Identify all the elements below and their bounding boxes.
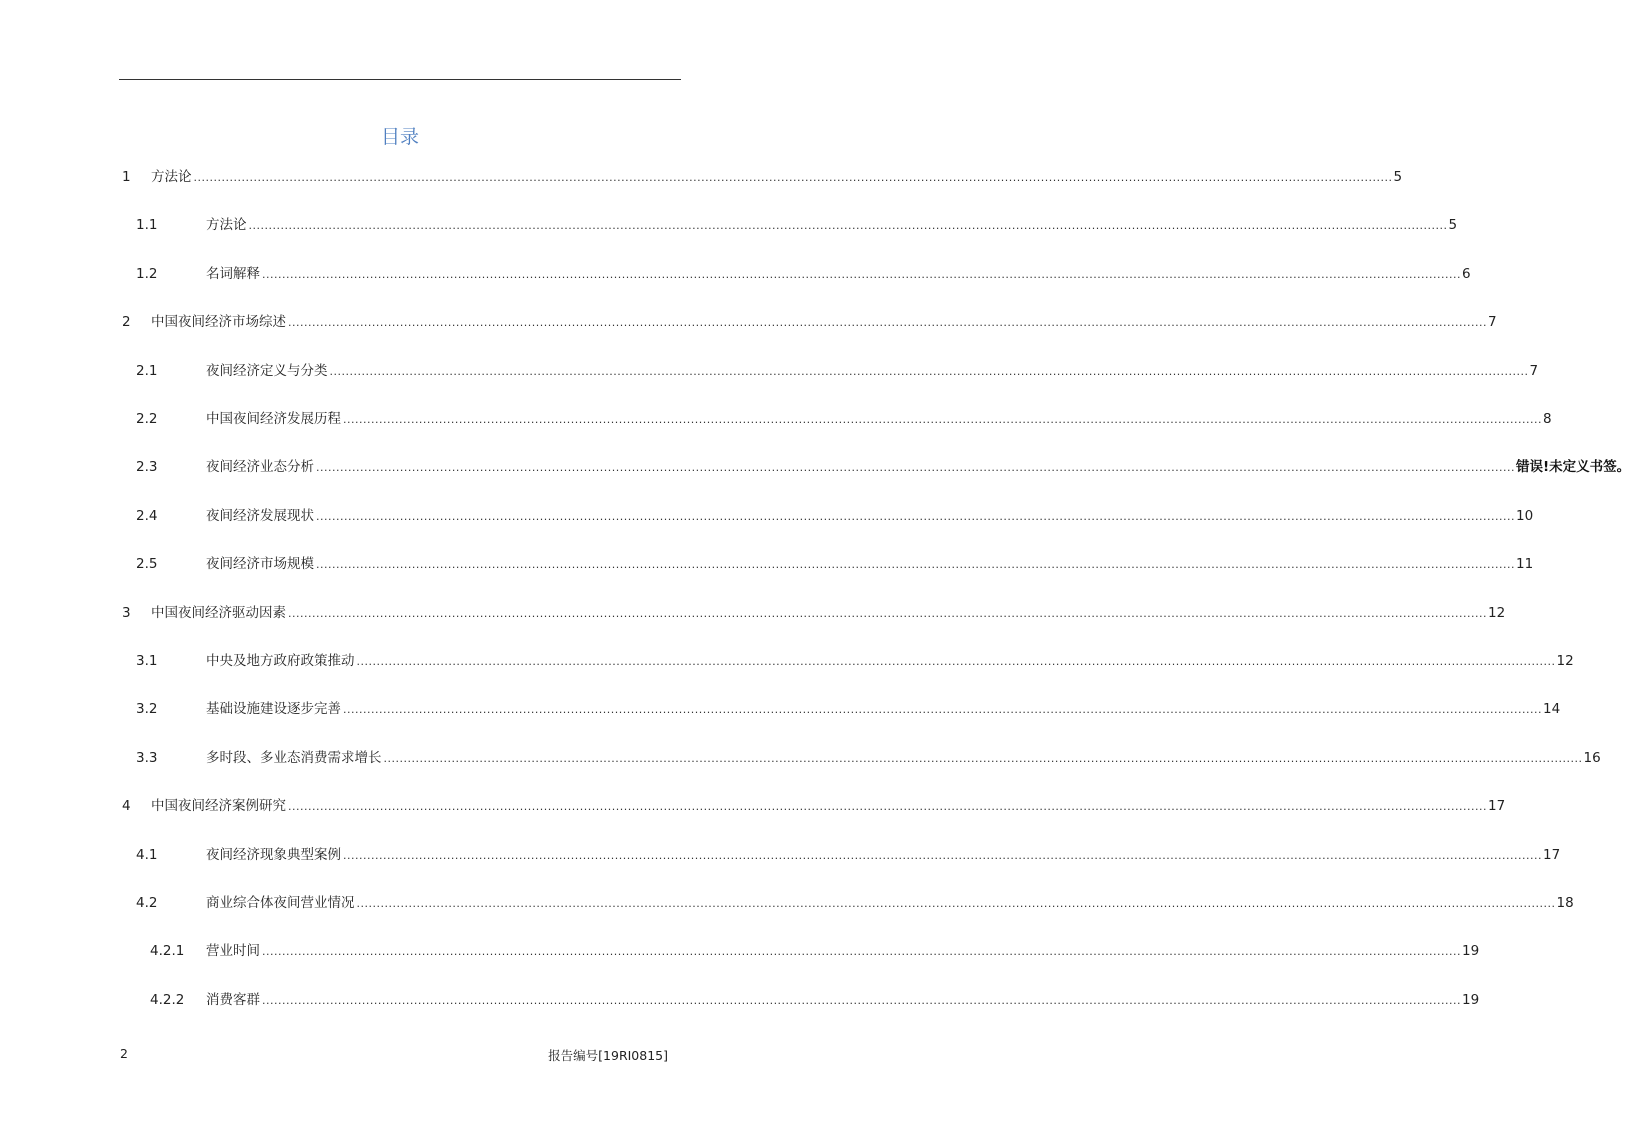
toc-entry-page: 8 <box>1542 411 1552 427</box>
toc-entry-label: 中国夜间经济发展历程 <box>206 411 341 427</box>
toc-entry-number: 3.2 <box>136 701 158 718</box>
toc-entry-number: 4.2 <box>136 895 158 911</box>
toc-dot-leader: ............................................................................................................................................................................................................................................................................................................ <box>316 509 1515 523</box>
toc-entry-page: 6 <box>1461 265 1471 282</box>
toc-entry[interactable] <box>120 506 1534 526</box>
footer-report-code: 报告编号[19RI0815] <box>548 1048 668 1063</box>
toc-entry-label: 中国夜间经济市场综述 <box>151 314 286 331</box>
toc-entry[interactable] <box>120 312 1497 332</box>
toc-dot-leader: ............................................................................................................................................................................................................................................................................................................ <box>193 171 1393 184</box>
footer-page-number: 2 <box>120 1046 128 1061</box>
toc-entry-page: 16 <box>1583 749 1601 766</box>
toc-dot-leader: ............................................................................................................................................................................................................................................................................................................ <box>329 364 1529 378</box>
toc-entry-label: 夜间经济业态分析 <box>206 459 314 476</box>
toc-entry-number: 2.2 <box>136 411 158 427</box>
toc-entry-page: 7 <box>1529 362 1539 379</box>
toc-dot-leader: ............................................................................................................................................................................................................................................................................................................ <box>316 558 1515 572</box>
toc-entry-number: 1 <box>122 169 131 185</box>
toc-entry-label: 中国夜间经济驱动因素 <box>151 604 286 621</box>
toc-entry-page: 19 <box>1461 943 1480 960</box>
toc-entry-page: 19 <box>1461 991 1480 1008</box>
toc-entry[interactable] <box>120 941 1480 961</box>
toc-entry-page: 18 <box>1556 895 1574 911</box>
toc-entry-page: 5 <box>1448 217 1458 234</box>
toc-dot-leader: ............................................................................................................................................................................................................................................................................................................ <box>262 993 1461 1007</box>
toc-entry-label: 消费客群 <box>206 991 260 1008</box>
toc-dot-leader: ............................................................................................................................................................................................................................................................................................................ <box>316 461 1515 475</box>
toc-entry-page: 17 <box>1542 846 1561 863</box>
toc-entry-page: 10 <box>1515 507 1534 524</box>
toc-entry-label: 商业综合体夜间营业情况 <box>206 895 355 911</box>
toc-title: 目录 <box>380 126 419 148</box>
toc-entry-number: 3 <box>122 604 131 621</box>
toc-dot-leader: ............................................................................................................................................................................................................................................................................................................ <box>288 800 1487 814</box>
toc-entry-label: 中国夜间经济案例研究 <box>151 798 286 815</box>
toc-entry-number: 4.2.2 <box>150 991 185 1008</box>
toc-entry-page: 12 <box>1556 653 1574 669</box>
toc-entry-label: 夜间经济发展现状 <box>206 507 314 524</box>
toc-entry[interactable] <box>120 651 1574 671</box>
toc-dot-leader: ............................................................................................................................................................................................................................................................................................................ <box>343 848 1542 862</box>
toc-entry-number: 1.1 <box>136 217 158 234</box>
toc-dot-leader: ............................................................................................................................................................................................................................................................................................................ <box>262 267 1461 281</box>
toc-entry-number: 2.5 <box>136 556 158 573</box>
toc-entry-label: 夜间经济定义与分类 <box>206 362 328 379</box>
toc-entry-number: 4 <box>122 798 131 815</box>
toc-entry-label: 中央及地方政府政策推动 <box>206 653 355 669</box>
toc-entry-error-message: 错误!未定义书签。 <box>1515 459 1630 476</box>
toc-dot-leader: ............................................................................................................................................................................................................................................................................................................ <box>288 606 1487 620</box>
toc-entry-page: 11 <box>1515 556 1534 573</box>
toc-entry[interactable] <box>120 699 1561 719</box>
toc-entry-label: 方法论 <box>151 169 192 185</box>
toc-dot-leader: ............................................................................................................................................................................................................................................................................................................ <box>262 945 1461 959</box>
toc-entry-page: 5 <box>1393 169 1403 185</box>
toc-entry[interactable] <box>120 845 1561 865</box>
toc-entry-label: 名词解释 <box>206 265 260 282</box>
toc-entry[interactable] <box>120 554 1534 574</box>
toc-dot-leader: ............................................................................................................................................................................................................................................................................................................ <box>343 703 1542 717</box>
toc-entry-label: 夜间经济市场规模 <box>206 556 314 573</box>
toc-entry-number: 3.1 <box>136 653 158 669</box>
toc-entry-number: 4.1 <box>136 846 158 863</box>
toc-dot-leader: ............................................................................................................................................................................................................................................................................................................ <box>288 316 1487 330</box>
toc-entry[interactable] <box>120 603 1506 623</box>
toc-entry-label: 方法论 <box>206 217 247 234</box>
header-rule <box>119 79 681 80</box>
toc-dot-leader: ............................................................................................................................................................................................................................................................................................................ <box>383 751 1583 765</box>
toc-dot-leader: ............................................................................................................................................................................................................................................................................................................ <box>356 897 1556 910</box>
toc-entry-number: 1.2 <box>136 265 158 282</box>
toc-entry-label: 夜间经济现象典型案例 <box>206 846 341 863</box>
toc-entry[interactable] <box>120 457 1630 477</box>
toc-entry-label: 营业时间 <box>206 943 260 960</box>
toc-entry[interactable] <box>120 990 1480 1010</box>
toc-entry[interactable] <box>120 748 1601 768</box>
toc-entry[interactable] <box>120 167 1403 187</box>
toc-entry-number: 2.3 <box>136 459 158 476</box>
toc-entry[interactable] <box>120 409 1552 429</box>
toc-entry-page: 7 <box>1487 314 1497 331</box>
toc-entry-number: 2.1 <box>136 362 158 379</box>
toc-dot-leader: ............................................................................................................................................................................................................................................................................................................ <box>343 413 1542 426</box>
toc-entry-number: 2.4 <box>136 507 158 524</box>
toc-entry-page: 14 <box>1542 701 1561 718</box>
toc-entry[interactable] <box>120 796 1506 816</box>
toc-entry-number: 2 <box>122 314 131 331</box>
toc-entry[interactable] <box>120 361 1539 381</box>
toc-dot-leader: ............................................................................................................................................................................................................................................................................................................ <box>356 655 1556 668</box>
toc-entry-number: 4.2.1 <box>150 943 185 960</box>
toc-entry-label: 多时段、多业态消费需求增长 <box>206 749 382 766</box>
toc-entry[interactable] <box>120 893 1574 913</box>
toc-entry-number: 3.3 <box>136 749 158 766</box>
toc-entry-page: 17 <box>1487 798 1506 815</box>
toc-entry[interactable] <box>120 215 1458 235</box>
toc-entry[interactable] <box>120 264 1471 284</box>
toc-entry-page: 12 <box>1487 604 1506 621</box>
toc-dot-leader: ............................................................................................................................................................................................................................................................................................................ <box>248 219 1448 233</box>
toc-entry-label: 基础设施建设逐步完善 <box>206 701 341 718</box>
